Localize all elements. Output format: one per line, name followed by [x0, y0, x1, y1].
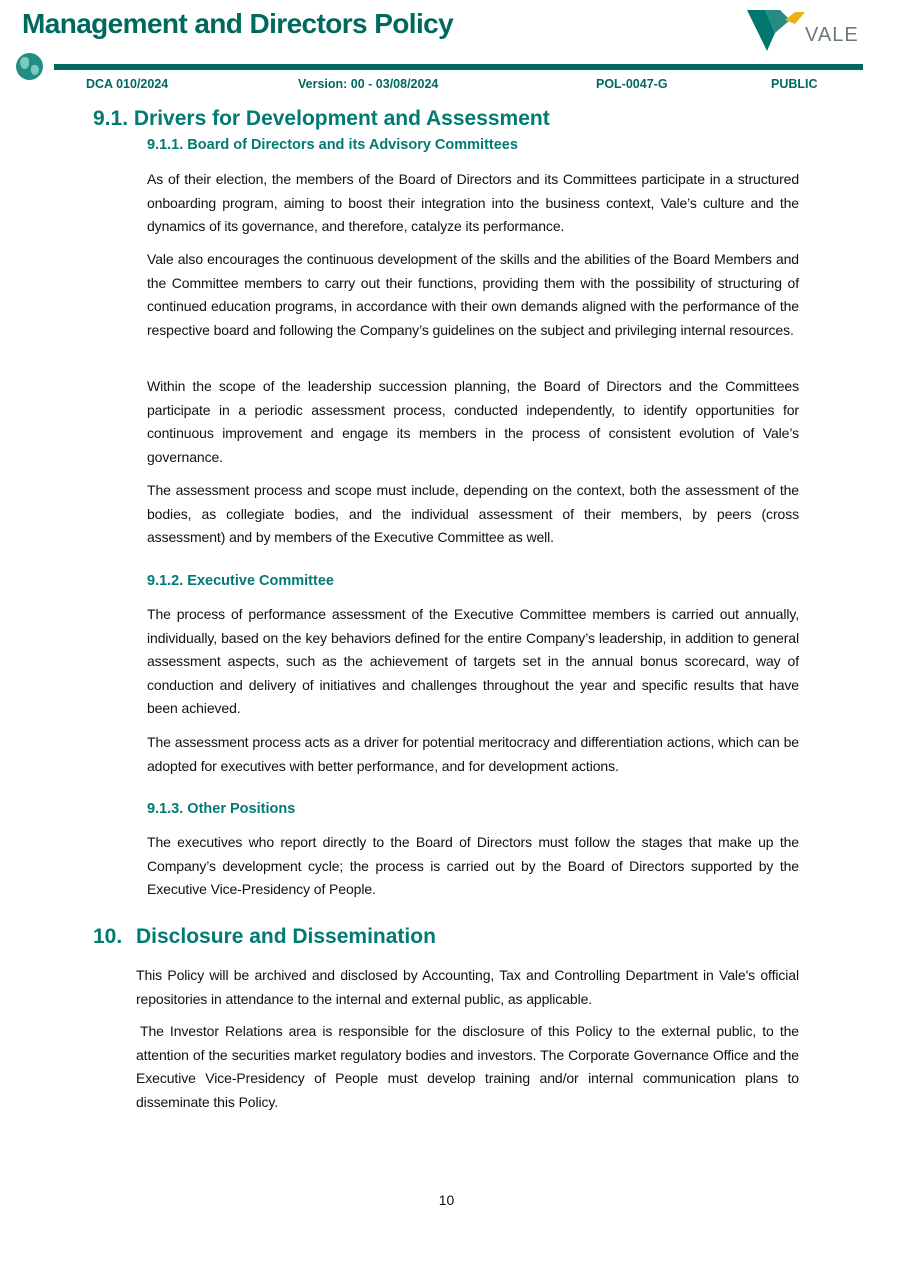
section-heading-9-1: 9.1. Drivers for Development and Assessment [93, 107, 550, 130]
paragraph: Vale also encourages the continuous development of the skills and the abilities of the Board Members and the Committee members to carry out their functions, providing them with the possibility of structuring of continued education programs, in accordance with their own demands aligned with the performance of the respective board and following the Company’s guidelines on the subject and privileging internal resources. [147, 251, 799, 338]
paragraph: This Policy will be archived and disclosed by Accounting, Tax and Controlling Department in Vale's official repositories in attendance to the internal and external public, as applicable. [136, 967, 799, 1007]
section-heading-9-1-1: 9.1.1. Board of Directors and its Advisory Committees [147, 137, 518, 153]
paragraph: The assessment process and scope must include, depending on the context, both the assessment of the bodies, as collegiate bodies, and the individual assessment of their members, by peers (cross assessment) and by members of the Executive Committee as well. [147, 482, 799, 545]
document-title: Management and Directors Policy [22, 8, 454, 39]
paragraph: The Investor Relations area is responsible for the disclosure of this Policy to the external public, to the attention of the securities market regulatory bodies and investors. The Corporate Governance Office and the Executive Vice-Presidency of People must develop training and/or internal communication plans to disseminate this Policy. [136, 1023, 799, 1110]
section-heading-9-1-2: 9.1.2. Executive Committee [147, 573, 334, 589]
doc-id: DCA 010/2024 [86, 77, 169, 91]
header-rule [54, 64, 863, 70]
doc-classification: PUBLIC [771, 77, 818, 91]
paragraph: As of their election, the members of the Board of Directors and its Committees participate in a structured onboarding program, aiming to boost their integration into the business context, Vale’s culture and the dynamics of its governance, and therefore, catalyze its performance. [147, 171, 799, 234]
section-heading-10: Disclosure and Dissemination [136, 925, 436, 948]
vale-logo-text: VALE [805, 24, 859, 46]
section-number-10: 10. [93, 925, 123, 948]
section-heading-9-1-3: 9.1.3. Other Positions [147, 801, 296, 817]
paragraph: The executives who report directly to the Board of Directors must follow the stages that make up the Company’s development cycle; the process is carried out by the Board of Directors supported by the Executive Vice-Presidency of People. [147, 834, 799, 897]
doc-version: Version: 00 - 03/08/2024 [298, 77, 439, 91]
page-number: 10 [438, 1192, 455, 1208]
paragraph: Within the scope of the leadership succession planning, the Board of Directors and the Committees participate in a periodic assessment process, conducted independently, to identify opportunities for continuous improvement and engage its members in the process of consistent evolution of Vale’s governance. [147, 378, 799, 465]
doc-code: POL-0047-G [596, 77, 668, 91]
paragraph: The process of performance assessment of the Executive Committee members is carried out annually, individually, based on the key behaviors defined for the entire Company’s leadership, in addition to general assessment aspects, such as the achievement of targets set in the annual bonus scorecard, way of conduction and delivery of initiatives and challenges throughout the year and specific results that have been achieved. [147, 606, 799, 716]
globe-icon [16, 53, 43, 80]
paragraph: The assessment process acts as a driver for potential meritocracy and differentiation actions, which can be adopted for executives with better performance, and for development actions. [147, 734, 799, 774]
vale-logo [745, 8, 860, 53]
